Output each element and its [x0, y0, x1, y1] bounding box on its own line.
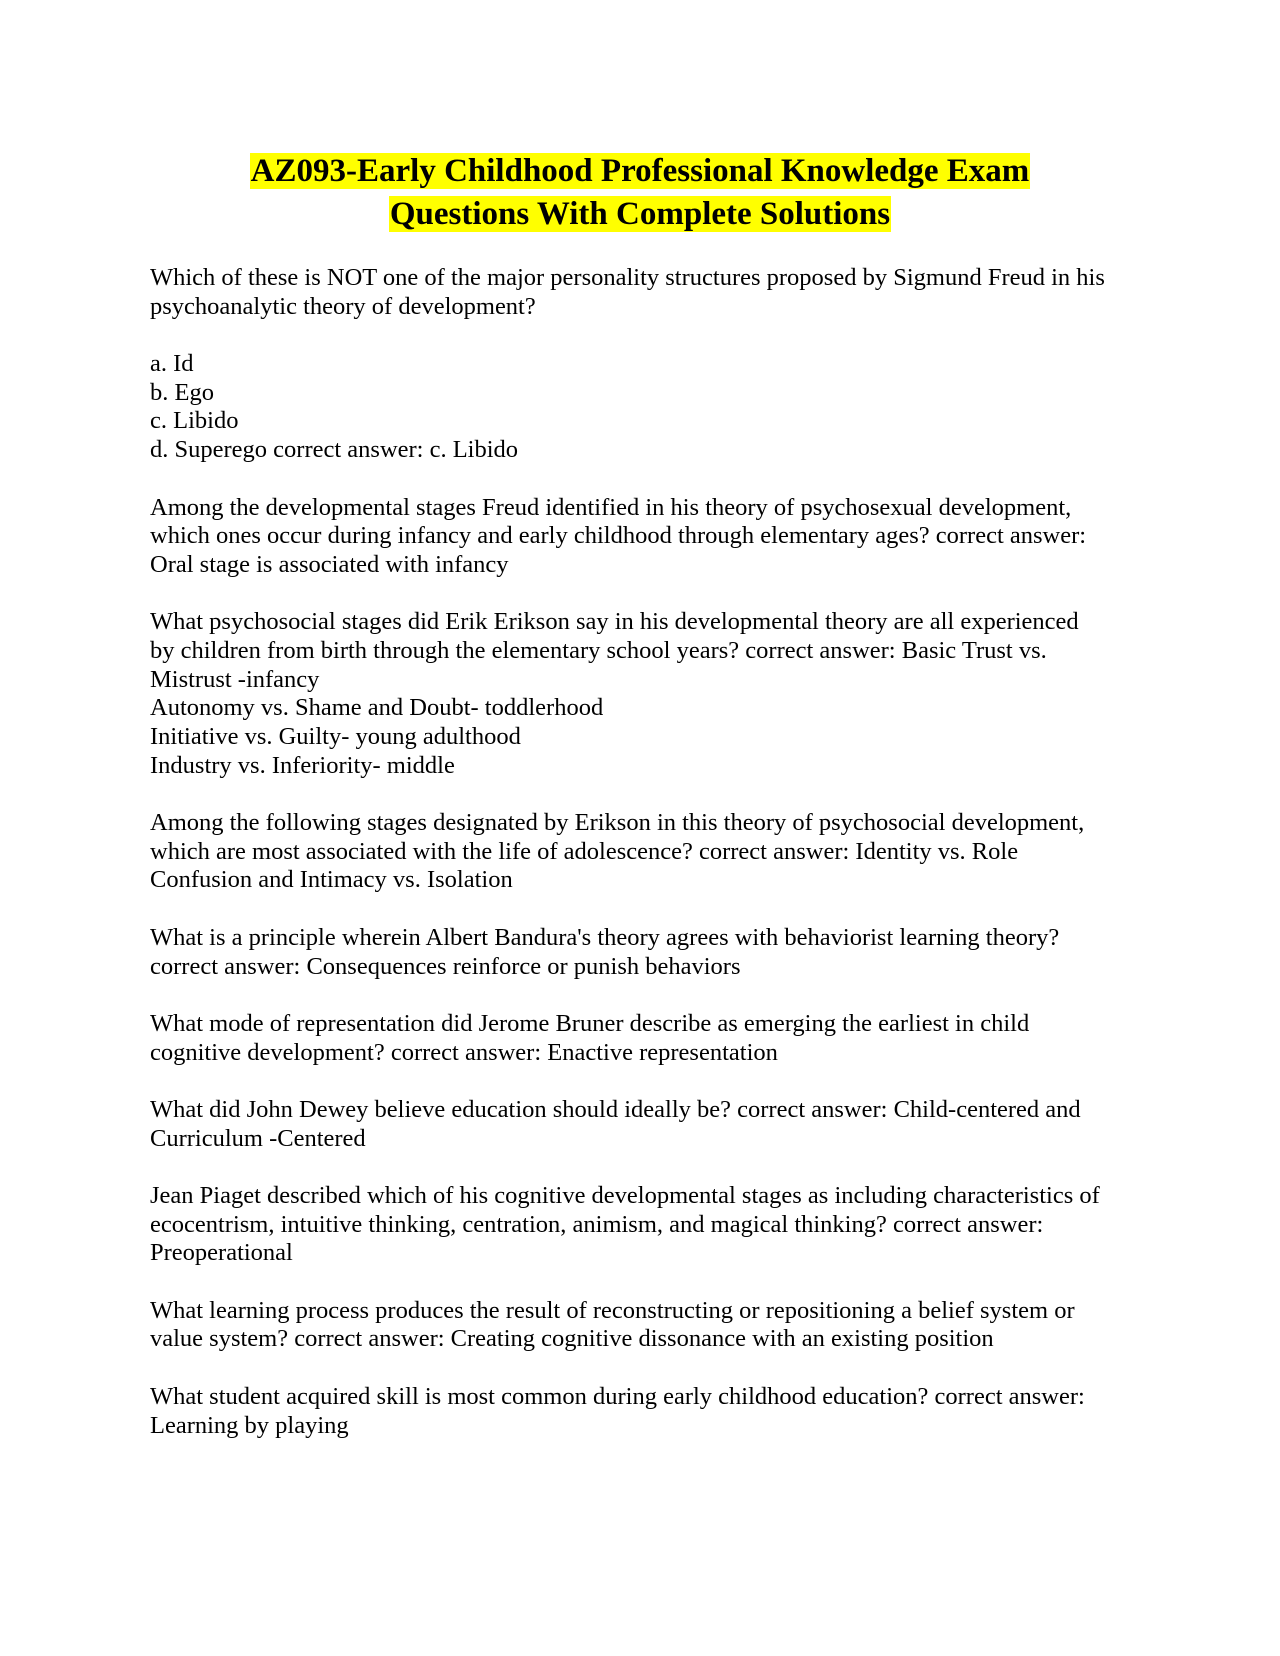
question-block: [150, 608, 1150, 780]
text-line: b. Ego: [150, 378, 214, 406]
document-body: [150, 264, 1150, 1469]
text-line: Curriculum -Centered: [150, 1124, 366, 1152]
text-line: correct answer: Consequences reinforce or punish behaviors: [150, 952, 741, 980]
question-block: [150, 924, 1150, 981]
text-line: a. Id: [150, 350, 194, 378]
text-line: by children from birth through the elementary school years? correct answer: Basic Trust vs.: [150, 636, 1047, 664]
question-block: [150, 1182, 1150, 1268]
text-line: which are most associated with the life of adolescence? correct answer: Identity vs. Role: [150, 837, 1019, 865]
text-line: Industry vs. Inferiority- middle: [150, 751, 455, 779]
question-block: [150, 1383, 1150, 1440]
document-title: [0, 150, 1280, 236]
text-line: Which of these is NOT one of the major personality structures proposed by Sigmund Freud in his: [150, 264, 1105, 291]
text-line: What mode of representation did Jerome Bruner describe as emerging the earliest in child: [150, 1009, 1030, 1037]
text-line: What did John Dewey believe education should ideally be? correct answer: Child-centered and: [150, 1095, 1081, 1123]
question-block: [150, 1297, 1150, 1354]
answer-options: [150, 350, 1150, 465]
text-line: Confusion and Intimacy vs. Isolation: [150, 866, 513, 894]
text-line: Preoperational: [150, 1239, 293, 1267]
question-block: [150, 1096, 1150, 1153]
text-line: value system? correct answer: Creating cognitive dissonance with an existing position: [150, 1325, 994, 1353]
text-line: ecocentrism, intuitive thinking, centration, animism, and magical thinking? correct answer:: [150, 1210, 1044, 1238]
text-line: What student acquired skill is most common during early childhood education? correct answer:: [150, 1382, 1085, 1410]
text-line: Autonomy vs. Shame and Doubt- toddlerhood: [150, 694, 604, 722]
text-line: What is a principle wherein Albert Bandura's theory agrees with behaviorist learning theory?: [150, 923, 1060, 951]
title-line-1: AZ093-Early Childhood Professional Knowledge Exam: [250, 153, 1030, 189]
text-line: c. Libido: [150, 407, 239, 435]
text-line: psychoanalytic theory of development?: [150, 292, 536, 320]
question-block: [150, 1010, 1150, 1067]
text-line: Mistrust -infancy: [150, 665, 320, 693]
question-block: [150, 264, 1150, 321]
text-line: Among the following stages designated by Erikson in this theory of psychosocial development,: [150, 809, 1085, 837]
text-line: which ones occur during infancy and early childhood through elementary ages? correct answer:: [150, 522, 1087, 550]
text-line: cognitive development? correct answer: Enactive representation: [150, 1038, 778, 1066]
text-line: Initiative vs. Guilty- young adulthood: [150, 723, 521, 750]
title-line-2: Questions With Complete Solutions: [389, 196, 891, 232]
text-line: What learning process produces the result of reconstructing or repositioning a belief system or: [150, 1296, 1075, 1324]
text-line: Among the developmental stages Freud identified in his theory of psychosexual development,: [150, 493, 1072, 521]
question-block: [150, 494, 1150, 580]
text-line: d. Superego correct answer: c. Libido: [150, 436, 519, 464]
text-line: Learning by playing: [150, 1411, 349, 1439]
text-line: What psychosocial stages did Erik Erikson say in his developmental theory are all experienced: [150, 608, 1079, 636]
text-line: Jean Piaget described which of his cognitive developmental stages as including characteristics of: [150, 1182, 1100, 1209]
text-line: Oral stage is associated with infancy: [150, 550, 509, 578]
question-block: [150, 809, 1150, 895]
